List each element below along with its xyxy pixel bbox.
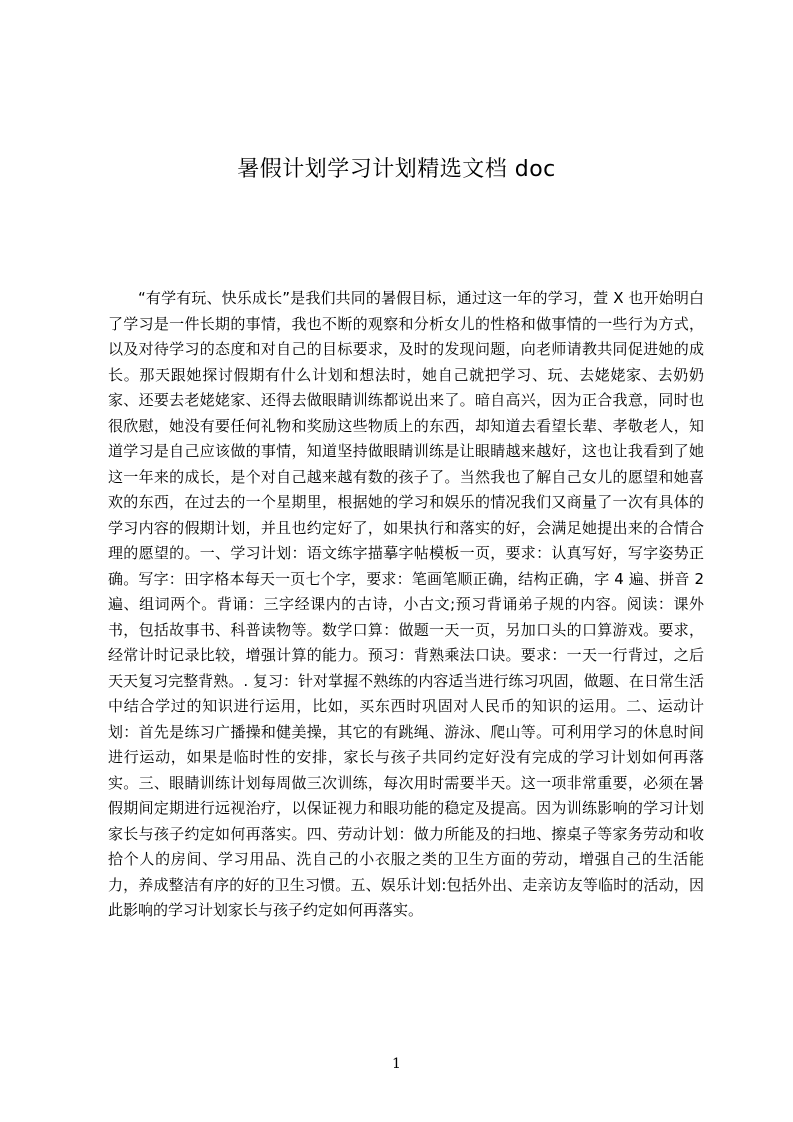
body-paragraph: “有学有玩、快乐成长”是我们共同的暑假目标，通过这一年的学习，萱 X 也开始明白了学习是一件长期的事情，我也不断的观察和分析女儿的性格和做事情的一些行为方式，以及对待学习的态度和对自己的目标要求，及时的发现问题，向老师请教共同促进她的成长。那天跟她探讨假期有什么计划和想法时，她自己就把学习、玩、去姥姥家、去奶奶家、还要去老姥姥家、还得去做眼睛训练都说出来了。暗自高兴，因为正合我意，同时也很欣慰，她没有要任何礼物和奖励这些物质上的东西，却知道去看望长辈、孝敬老人，知道学习是自己应该做的事情，知道坚持做眼睛训练是让眼睛越来越好，这也让我看到了她这一年来的成长，是个对自己越来越有数的孩子了。当然我也了解自己女儿的愿望和她喜欢的东西，在过去的一个星期里，根据她的学习和娱乐的情况我们又商量了一次有具体的学习内容的假期计划，并且也约定好了，如果执行和落实的好，会满足她提出来的合情合理的愿望的。一、学习计划：语文练字描摹字帖模板一页，要求：认真写好，写字姿势正确。写字：田字格本每天一页七个字，要求：笔画笔顺正确，结构正确，字 4 遍、拼音 2 遍、组词两个。背诵：三字经课内的古诗，小古文;预习背诵弟子规的内容。阅读：课外书，包括故事书、科普读物等。数学口算：做题一天一页，另加口头的口算游戏。要求，经常计时记录比较，增强计算的能力。预习：背熟乘法口诀。要求：一天一行背过，之后天天复习完整背熟。. 复习：针对掌握不熟练的内容适当进行练习巩固，做题、在日常生活中结合学过的知识进行运用，比如，买东西时巩固对人民币的知识的运用。二、运动计划：首先是练习广播操和健美操，其它的有跳绳、游泳、爬山等。可利用学习的休息时间进行运动，如果是临时性的安排，家长与孩子共同约定好没有完成的学习计划如何再落实。三、眼睛训练计划每周做三次训练，每次用时需要半天。这一项非常重要，必须在暑假期间定期进行远视治疗，以保证视力和眼功能的稳定及提高。因为训练影响的学习计划家长与孩子约定如何再落实。四、劳动计划：做力所能及的扫地、擦桌子等家务劳动和收拾个人的房间、学习用品、洗自己的小衣服之类的卫生方面的劳动，增强自己的生活能力，养成整洁有序的好的卫生习惯。五、娱乐计划:包括外出、走亲访友等临时的活动，因此影响的学习计划家长与孩子约定如何再落实。 [108,289,704,919]
document-title: 暑假计划学习计划精选文档 doc [237,156,556,182]
page-number: 1 [392,1056,401,1072]
